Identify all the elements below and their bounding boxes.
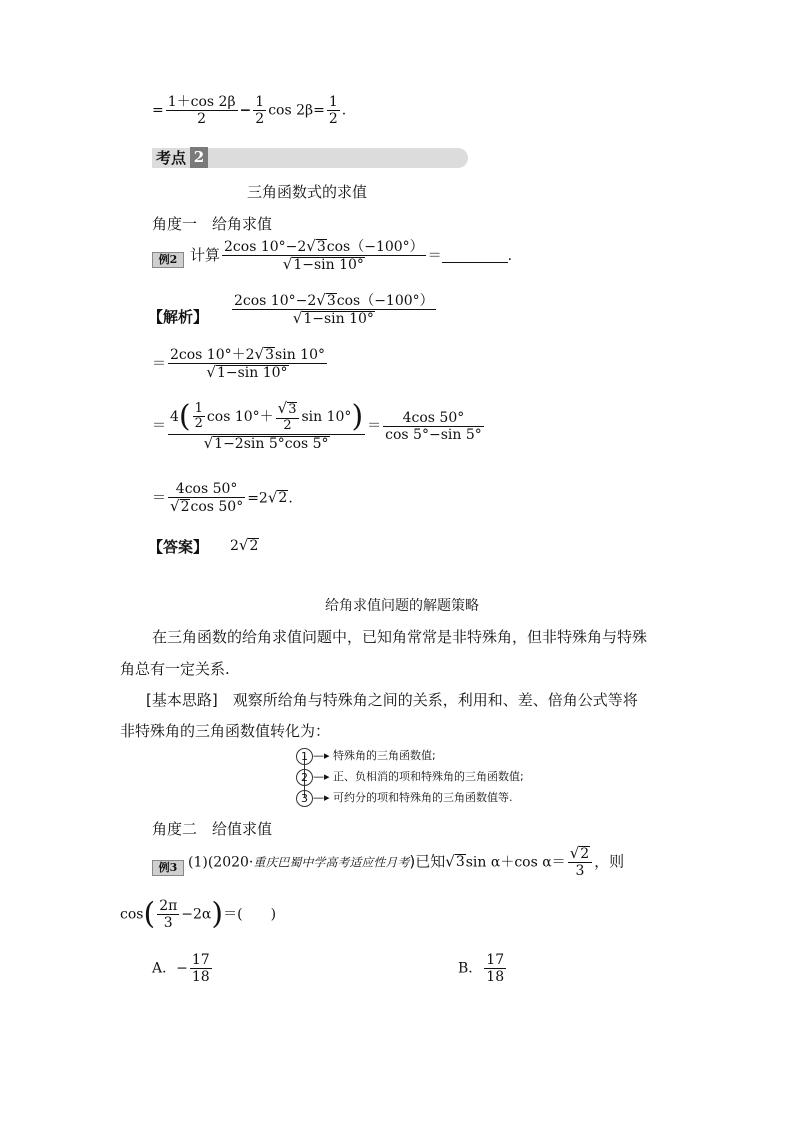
strategy-paragraph-2b: 非特殊角的三角函数值转化为：	[120, 722, 331, 740]
step-2: 2 —▸ 正、负相消的项和特殊角的三角函数值;	[296, 768, 524, 786]
strategy-paragraph-1: 在三角函数的给角求值问题中，已知角常常是非特殊角，但非特殊角与特殊	[152, 628, 648, 646]
strategy-paragraph-1b: 角总有一定关系.	[120, 660, 230, 678]
solution-row-3: ＝ 4( $\frac{1}{2}$ cos 10°＋ $\frac{√3}{2}$ sin 10°) √1−2sin 5°cos 5° ＝ $\frac{4\cos 50^\circ}{\cos 5^\circ-\sin 5^\circ}$	[152, 398, 482, 452]
strategy-paragraph-2: [基本思路] 观察所给角与特殊角之间的关系，利用和、差、倍角公式等将	[146, 691, 638, 709]
strategy-title: 给角求值问题的解题策略	[325, 598, 479, 614]
example-3-question: (1)(2020·重庆巴蜀中学高考适应性月考)已知√3sin α＋cos α＝ $\frac{√2}{3}$ ，则	[188, 844, 625, 880]
example-3-badge: 例3	[152, 860, 184, 876]
solution-label: 【解析】	[148, 308, 209, 326]
step-1: 1 —▸ 特殊角的三角函数值;	[296, 747, 436, 765]
angle-2-title: 角度二 给值求值	[152, 820, 273, 838]
solution-row-4: ＝ $\frac{4\cos 50^\circ}{√2\cos 50^\circ}$ =2√2.	[152, 481, 293, 516]
option-a[interactable]: A．− $\frac{17}{18}$	[152, 952, 210, 986]
step-3: 3 —▸ 可约分的项和特殊角的三角函数值等.	[296, 789, 513, 807]
answer-label: 【答案】	[148, 538, 209, 556]
example-3-expression: cos( $\frac{2\pi}{3}$ −2α)＝( )	[120, 896, 277, 932]
example-2-question: 计算 $\frac{2\cos 10^\circ-2√3\cos(-100^\circ)}{√1-\sin 10^\circ}$ ＝ .	[190, 237, 513, 274]
example-2-badge: 例2	[152, 252, 184, 268]
answer-value: 2√2	[230, 536, 259, 554]
solution-row-1: $\frac{2\cos 10^\circ-2√3\cos(-100^\circ)}{√1-\sin 10^\circ}$	[234, 291, 434, 328]
option-b[interactable]: B． $\frac{17}{18}$	[458, 952, 505, 986]
section-number: 2	[190, 147, 208, 168]
solution-row-2: ＝ $\frac{2\cos 10^\circ+2√3\sin 10^\circ}{√1-\sin 10^\circ}$	[152, 345, 325, 382]
section-label: 考点	[156, 149, 187, 167]
answer-blank[interactable]	[442, 248, 508, 263]
formula-line-1: = $\frac{1+\cos 2\beta}{2}$ − $\frac{1}{2}$ cos 2β= $\frac{1}{2}$ .	[152, 94, 347, 128]
section-title: 三角函数式的求值	[247, 183, 368, 201]
angle-1-title: 角度一 给角求值	[152, 215, 273, 233]
